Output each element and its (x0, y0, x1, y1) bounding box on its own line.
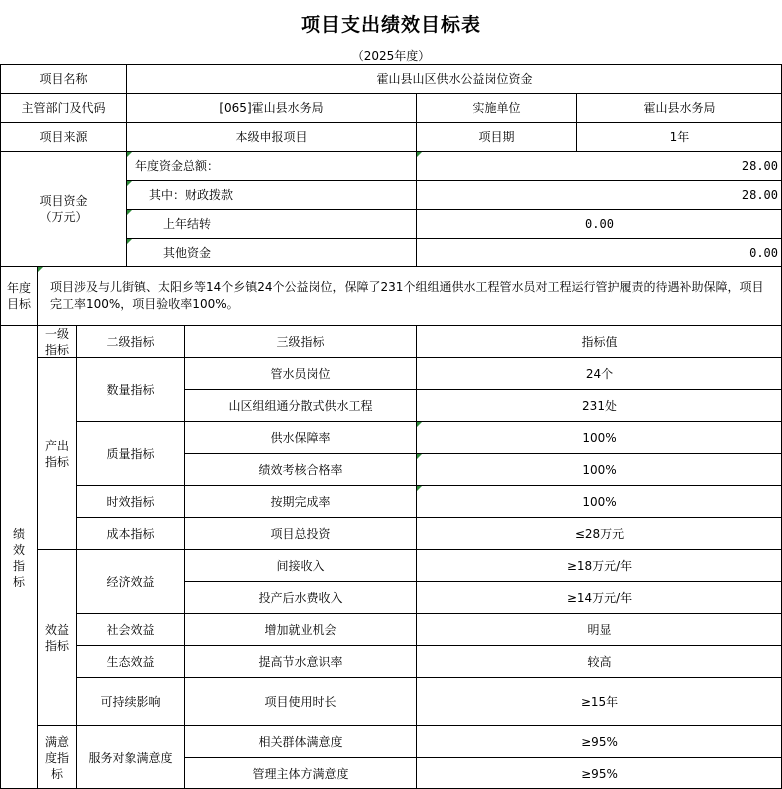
funds-other-value: 0.00 (416, 238, 782, 266)
l3-item: 项目总投资 (184, 517, 416, 549)
l3-item: 项目使用时长 (184, 677, 416, 725)
impl-value: 霍山县水务局 (576, 93, 782, 122)
value-item: ≥14万元/年 (416, 581, 782, 613)
funds-carryover-label: 上年结转 (126, 209, 416, 238)
funds-carryover-value: 0.00 (416, 209, 782, 238)
goal-label: 年度目标 (0, 266, 37, 325)
l2-economic: 经济效益 (76, 549, 184, 613)
l3-item: 绩效考核合格率 (184, 453, 416, 485)
period-label: 项目期 (416, 122, 576, 151)
value-item: 100% (416, 485, 782, 517)
value-item: ≥95% (416, 757, 782, 789)
l2-timeliness: 时效指标 (76, 485, 184, 517)
value-item: 较高 (416, 645, 782, 677)
header-l2: 二级指标 (76, 325, 184, 357)
funds-total-label: 年度资金总额： (126, 151, 416, 180)
l3-item: 按期完成率 (184, 485, 416, 517)
value-item: 100% (416, 453, 782, 485)
funds-other-label: 其他资金 (126, 238, 416, 266)
project-name-label: 项目名称 (0, 64, 126, 93)
funds-fiscal-value: 28.00 (416, 180, 782, 209)
group-benefit: 效益指标 (37, 549, 76, 725)
cell-marker-icon (127, 239, 132, 244)
cell-marker-icon (38, 267, 43, 272)
funds-fiscal-label: 其中：财政拨款 (126, 180, 416, 209)
funds-label: 项目资金（万元） (0, 151, 126, 266)
header-value: 指标值 (416, 325, 782, 357)
cell-marker-icon (417, 152, 422, 157)
header-l1: 一级指标 (37, 325, 76, 357)
value-item: 明显 (416, 613, 782, 645)
group-output: 产出指标 (37, 357, 76, 549)
l3-item: 相关群体满意度 (184, 725, 416, 757)
l3-item: 间接收入 (184, 549, 416, 581)
source-value: 本级申报项目 (126, 122, 416, 151)
l2-quantity: 数量指标 (76, 357, 184, 421)
value-item: ≥18万元/年 (416, 549, 782, 581)
perf-label: 绩效指标 (0, 325, 37, 789)
value-item: 24个 (416, 357, 782, 389)
l3-item: 管水员岗位 (184, 357, 416, 389)
l3-item: 供水保障率 (184, 421, 416, 453)
l2-quality: 质量指标 (76, 421, 184, 485)
cell-marker-icon (417, 454, 422, 459)
impl-label: 实施单位 (416, 93, 576, 122)
goal-text: 项目涉及与儿街镇、太阳乡等14个乡镇24个公益岗位，保障了231个组组通供水工程管水员对工程运行管护履责的待遇补助保障，项目完工率100%，项目验收率100%。 (37, 266, 782, 325)
l2-cost: 成本指标 (76, 517, 184, 549)
value-item: ≥95% (416, 725, 782, 757)
project-name-value: 霍山县山区供水公益岗位资金 (126, 64, 782, 93)
value-item: 231处 (416, 389, 782, 421)
cell-marker-icon (417, 486, 422, 491)
cell-marker-icon (127, 210, 132, 215)
cell-marker-icon (127, 152, 132, 157)
source-label: 项目来源 (0, 122, 126, 151)
cell-marker-icon (417, 422, 422, 427)
period-value: 1年 (576, 122, 782, 151)
header-l3: 三级指标 (184, 325, 416, 357)
l3-item: 山区组组通分散式供水工程 (184, 389, 416, 421)
value-item: ≤28万元 (416, 517, 782, 549)
l2-sustainable: 可持续影响 (76, 677, 184, 725)
l3-item: 增加就业机会 (184, 613, 416, 645)
value-item: ≥15年 (416, 677, 782, 725)
l3-item: 投产后水费收入 (184, 581, 416, 613)
l2-service: 服务对象满意度 (76, 725, 184, 789)
funds-total-value: 28.00 (416, 151, 782, 180)
l2-social: 社会效益 (76, 613, 184, 645)
l3-item: 管理主体方满意度 (184, 757, 416, 789)
l2-ecological: 生态效益 (76, 645, 184, 677)
group-satisfaction: 满意度指标 (37, 725, 76, 789)
dept-value: [065]霍山县水务局 (126, 93, 416, 122)
page-title: 项目支出绩效目标表 (300, 13, 481, 36)
year-label: （2025年度） (351, 48, 431, 63)
dept-label: 主管部门及代码 (0, 93, 126, 122)
cell-marker-icon (127, 181, 132, 186)
l3-item: 提高节水意识率 (184, 645, 416, 677)
value-item: 100% (416, 421, 782, 453)
